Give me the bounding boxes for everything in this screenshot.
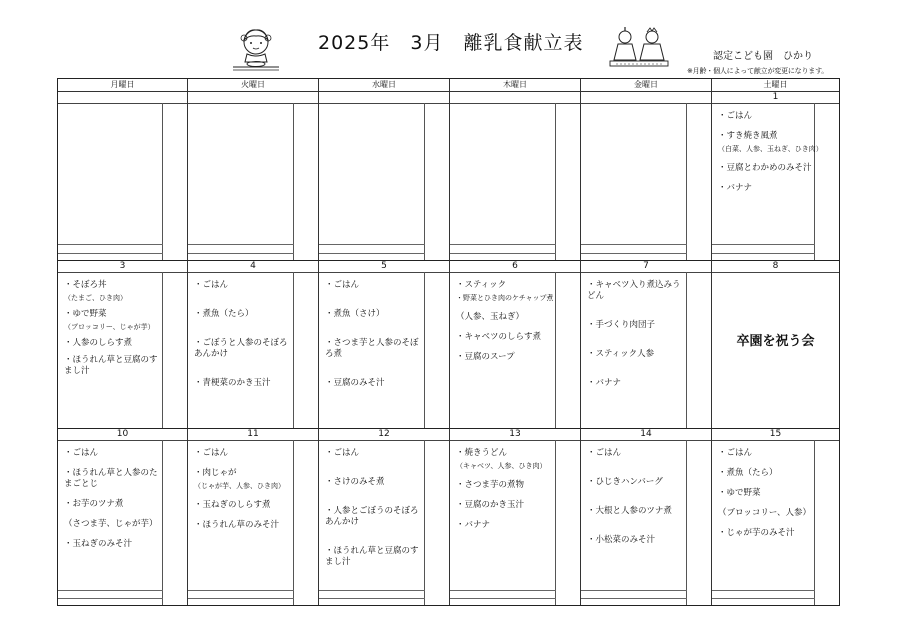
menu-ingredients: （たまご、ひき肉） [64, 294, 127, 302]
day-cell [450, 429, 581, 605]
day-cell [712, 92, 839, 261]
date-number: 11 [188, 429, 318, 441]
menu-item: ・人参のしらす煮 [64, 338, 133, 348]
menu-item: ・ごぼうと人参のそぼろ あんかけ [194, 338, 288, 359]
side-column [686, 440, 711, 605]
side-column [555, 440, 580, 605]
menu-item: ・じゃが芋のみそ汁 [718, 528, 795, 538]
date-number: 7 [581, 261, 711, 273]
menu-item: ・肉じゃが [194, 468, 237, 478]
menu-item: ・スティック [456, 280, 507, 290]
day-cell [581, 92, 712, 261]
menu-calendar [57, 78, 840, 606]
menu-item: ・玉ねぎのしらす煮 [194, 500, 271, 510]
date-number: 8 [712, 261, 839, 273]
day-cell [450, 92, 581, 261]
weekday-header: 火曜日 [188, 79, 319, 92]
menu-item: ・そぼろ丼 [64, 280, 107, 290]
weekday-header: 土曜日 [712, 79, 839, 92]
menu-item: ・バナナ [718, 183, 753, 193]
menu-item: （さつま芋、じゃが芋） [64, 519, 158, 529]
menu-item: （ブロッコリー、人参） [718, 508, 811, 518]
menu-item: ・ほうれん草のみそ汁 [194, 520, 280, 530]
menu-list [58, 272, 161, 428]
menu-item: ・ほうれん草と豆腐のす まし汁 [64, 355, 158, 376]
date-number: 12 [319, 429, 449, 441]
menu-list [319, 440, 423, 605]
menu-item: ・手づくり肉団子 [587, 320, 656, 330]
side-column [293, 103, 318, 260]
menu-item: ・キャベツ入り煮込みう どん [587, 280, 681, 301]
menu-list [450, 103, 554, 260]
menu-item: ・ごはん [325, 448, 360, 458]
menu-item: ・青梗菜のかき玉汁 [194, 378, 271, 388]
menu-item: ・豆腐のかき玉汁 [456, 500, 525, 510]
menu-item: ・バナナ [456, 520, 491, 530]
menu-list [188, 440, 292, 605]
weekday-header: 水曜日 [319, 79, 450, 92]
weekday-header: 月曜日 [58, 79, 188, 92]
child-eating-illustration [225, 26, 287, 72]
date-number: 10 [58, 429, 187, 441]
menu-item: ・豆腐のみそ汁 [325, 378, 385, 388]
side-column [686, 103, 711, 260]
menu-item: ・すき焼き風煮 [718, 131, 778, 141]
side-column [293, 440, 318, 605]
side-column [686, 272, 711, 428]
menu-item: ・ゆで野菜 [718, 488, 761, 498]
menu-list [581, 103, 685, 260]
menu-item: ・豆腐とわかめのみそ汁 [718, 163, 812, 173]
date-number: 3 [58, 261, 187, 273]
menu-list [188, 272, 292, 428]
menu-item: ・小松菜のみそ汁 [587, 535, 656, 545]
day-cell [319, 261, 450, 429]
menu-ingredients: （じゃが芋、人参、ひき肉） [194, 482, 285, 490]
menu-item: ・ごはん [325, 280, 360, 290]
day-cell [188, 429, 319, 605]
menu-item: ・お芋のツナ煮 [64, 499, 124, 509]
menu-item: （人参、玉ねぎ） [456, 312, 525, 322]
menu-item: ・ごはん [64, 448, 99, 458]
menu-item: ・豆腐のスープ [456, 352, 515, 362]
date-number: 14 [581, 429, 711, 441]
day-cell [450, 261, 581, 429]
menu-item: ・煮魚（さけ） [325, 309, 385, 319]
menu-item: ・焼きうどん [456, 448, 508, 458]
weekday-header: 金曜日 [581, 79, 712, 92]
menu-item: ・スティック人参 [587, 349, 655, 359]
menu-list [712, 440, 813, 605]
date-number: 13 [450, 429, 580, 441]
date-number: 5 [319, 261, 449, 273]
menu-ingredients: （ブロッコリー、じゃが芋） [64, 323, 155, 331]
menu-item: ・ほうれん草と豆腐のす まし汁 [325, 546, 419, 567]
menu-list [712, 103, 823, 260]
event-label: 卒園を祝う会 [736, 334, 815, 349]
day-cell [58, 92, 188, 261]
page-title: 2025年 3月 離乳食献立表 [318, 32, 584, 54]
date-number: 4 [188, 261, 318, 273]
menu-item: ・煮魚（たら） [718, 468, 778, 478]
day-cell [581, 261, 712, 429]
day-cell [712, 429, 839, 605]
menu-list [319, 103, 423, 260]
menu-list [581, 272, 685, 428]
menu-item: ・ごはん [194, 448, 229, 458]
menu-item: ・バナナ [587, 378, 622, 388]
side-column [424, 272, 449, 428]
day-cell [319, 92, 450, 261]
side-column [162, 440, 187, 605]
menu-item: ・さけのみそ煮 [325, 477, 385, 487]
menu-item: ・ゆで野菜 [64, 309, 107, 319]
day-cell [188, 92, 319, 261]
menu-item: ・ごはん [587, 448, 622, 458]
menu-item: ・大根と人参のツナ煮 [587, 506, 672, 516]
day-cell [319, 429, 450, 605]
date-number: 15 [712, 429, 839, 441]
nursery-name: 認定こども園 ひかり [713, 51, 813, 62]
side-column [555, 103, 580, 260]
date-number: 1 [712, 92, 839, 104]
side-column [424, 440, 449, 605]
menu-ingredients: （キャベツ、人参、ひき肉） [456, 462, 547, 470]
side-column [814, 440, 839, 605]
weekday-header: 木曜日 [450, 79, 581, 92]
menu-list [450, 440, 554, 605]
menu-ingredients: （白菜、人参、玉ねぎ、ひき肉） [718, 145, 823, 153]
side-column [162, 103, 187, 260]
menu-list [188, 103, 292, 260]
menu-item: ・ごはん [718, 448, 753, 458]
menu-item: ・煮魚（たら） [194, 309, 254, 319]
menu-item: ・ほうれん草と人参のた まごとじ [64, 468, 158, 489]
menu-item: ・さつま芋の煮物 [456, 480, 525, 490]
menu-list [58, 440, 161, 605]
menu-note: ※月齢・個人によって献立が変更になります。 [687, 67, 829, 75]
side-column [162, 272, 187, 428]
day-cell [58, 261, 188, 429]
side-column [293, 272, 318, 428]
menu-item: ・人参とごぼうのそぼろ あんかけ [325, 506, 419, 527]
menu-item: ・さつま芋と人参のそぼ ろ煮 [325, 338, 419, 359]
menu-item: ・ひじきハンバーグ [587, 477, 663, 487]
side-column [555, 272, 580, 428]
date-number: 6 [450, 261, 580, 273]
menu-list [712, 272, 813, 428]
menu-item: ・キャベツのしらす煮 [456, 332, 542, 342]
menu-list [58, 103, 161, 260]
hina-dolls-illustration [606, 24, 672, 72]
menu-ingredients: ・野菜とひき肉のケチャップ煮 [456, 294, 554, 302]
menu-item: ・玉ねぎのみそ汁 [64, 539, 133, 549]
menu-list [581, 440, 685, 605]
day-cell [581, 429, 712, 605]
day-cell [58, 429, 188, 605]
day-cell [712, 261, 839, 429]
side-column [814, 103, 839, 260]
side-column [424, 103, 449, 260]
menu-list [450, 272, 554, 428]
menu-item: ・ごはん [194, 280, 229, 290]
menu-item: ・ごはん [718, 111, 753, 121]
day-cell [188, 261, 319, 429]
menu-list [319, 272, 423, 428]
